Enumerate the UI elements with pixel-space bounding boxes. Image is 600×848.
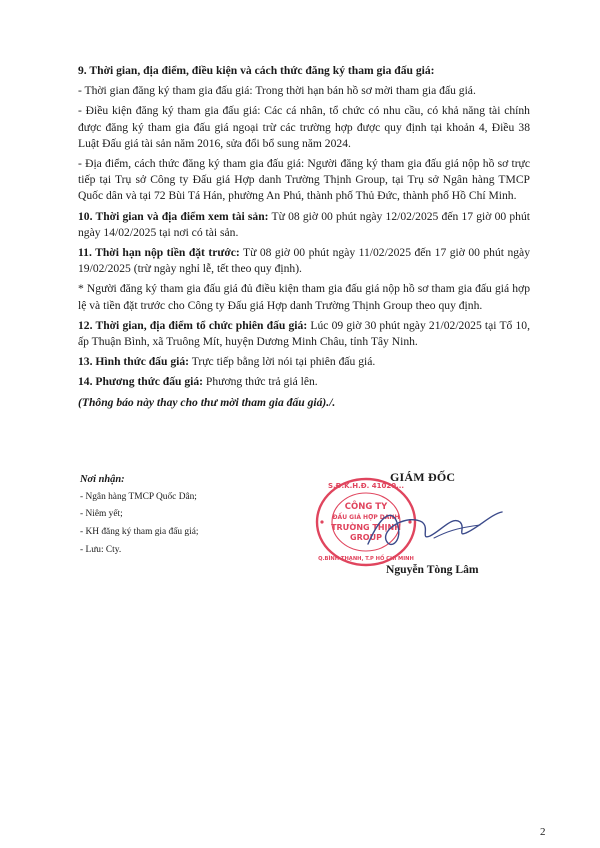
item9-condition — [78, 103, 530, 152]
svg-text:TRƯỜNG THỊNH: TRƯỜNG THỊNH — [331, 523, 401, 532]
item14-text: Phương thức trả giá lên. — [203, 375, 318, 389]
document-body — [78, 63, 530, 415]
item9-time-label: - Thời gian đăng ký tham gia đấu giá: — [78, 84, 253, 98]
item9-place-label: - Địa điểm, cách thức đăng ký tham gia đấu giá: — [78, 157, 305, 171]
svg-text:Q.BÌNH THẠNH, T.P HỒ CHÍ MINH: Q.BÌNH THẠNH, T.P HỒ CHÍ MINH — [318, 556, 414, 562]
item11-note: * Người đăng ký tham gia đấu giá đủ điều kiện tham gia đấu giá nộp hồ sơ tham gia đấu giá hợp lệ và tiền đặt trước cho Công ty Đấu giá Hợp danh Trường Thịnh Group theo quy định. — [78, 282, 530, 312]
svg-text:GROUP: GROUP — [350, 533, 382, 542]
item14 — [78, 374, 530, 390]
item9-place-text: Người đăng ký tham gia đấu giá nộp hồ sơ trực tiếp tại Trụ sở Công ty Đấu giá Hợp danh Trường Thịnh Group, tại Trụ sở Ngân hàng TMCP Quốc dân và tại 72 Bùi Tá Hán, phường An Phú, thành phố Thủ Đức, thành phố Hồ Chí Minh. — [78, 157, 530, 203]
page-number: 2 — [540, 826, 546, 838]
signature-title: GIÁM ĐỐC — [390, 470, 456, 484]
svg-text:ĐẤU GIÁ HỢP DANH: ĐẤU GIÁ HỢP DANH — [332, 514, 400, 521]
svg-text:S.Đ.K.H.Đ. 41020...: S.Đ.K.H.Đ. 41020... — [327, 482, 405, 490]
svg-text:CÔNG TY: CÔNG TY — [344, 502, 388, 512]
item13 — [78, 354, 530, 370]
signature-block — [300, 470, 540, 590]
item12-heading: 12. Thời gian, địa điểm tổ chức phiên đấu giá: — [78, 318, 308, 332]
signer-name: Nguyễn Tòng Lâm — [386, 563, 479, 576]
item9-condition-text: Các cá nhân, tổ chức có nhu cầu, có khả năng tài chính được đăng ký tham gia đấu giá ngoại trừ các trường hợp được quy định tại khoản 4, Điều 38 Luật Đấu giá tài sản năm 2016, sửa đổi bổ sung năm 2024. — [78, 104, 530, 150]
item10-text: Từ 08 giờ 00 phút ngày 12/02/2025 đến 17 giờ 00 phút ngày 14/02/2025 tại nơi có tài sản. — [78, 209, 530, 239]
item9-time — [78, 83, 530, 99]
item9-place — [78, 156, 530, 205]
item14-heading: 14. Phương thức đấu giá: — [78, 375, 204, 389]
item11-heading: 11. Thời hạn nộp tiền đặt trước: — [78, 246, 240, 260]
recipient-item: - KH đăng ký tham gia đấu giá; — [80, 527, 199, 538]
item13-heading: 13. Hình thức đấu giá: — [78, 355, 190, 369]
item11 — [78, 245, 530, 277]
item10-heading: 10. Thời gian và địa điểm xem tài sản: — [78, 209, 269, 223]
item11-text: Từ 08 giờ 00 phút ngày 11/02/2025 đến 17 giờ 00 phút ngày 19/02/2025 (trừ ngày nghỉ lễ, tết theo quy định). — [78, 246, 530, 276]
recipient-item: - Niêm yết; — [80, 509, 123, 520]
recipient-item: - Lưu: Cty. — [80, 544, 122, 555]
item13-text: Trực tiếp bằng lời nói tại phiên đấu giá. — [189, 355, 376, 369]
item10 — [78, 209, 530, 241]
item12 — [78, 318, 530, 350]
recipients-heading: Nơi nhận: — [80, 474, 125, 485]
item9-condition-label: - Điều kiện đăng ký tham gia đấu giá: — [78, 104, 261, 118]
item9-heading: 9. Thời gian, địa điểm, điều kiện và cách thức đăng ký tham gia đấu giá: — [78, 64, 435, 77]
item9-time-text: Trong thời hạn bán hồ sơ mời tham gia đấu giá. — [252, 84, 476, 98]
item12-text: Lúc 09 giờ 30 phút ngày 21/02/2025 tại Tổ 10, ấp Thuận Bình, xã Truông Mít, huyện Dương Minh Châu, tỉnh Tây Ninh. — [78, 318, 531, 349]
closing-note: (Thông báo này thay cho thư mời tham gia đấu giá)./. — [78, 395, 336, 409]
recipient-item: - Ngân hàng TMCP Quốc Dân; — [80, 491, 197, 502]
handwritten-signature — [360, 492, 510, 562]
